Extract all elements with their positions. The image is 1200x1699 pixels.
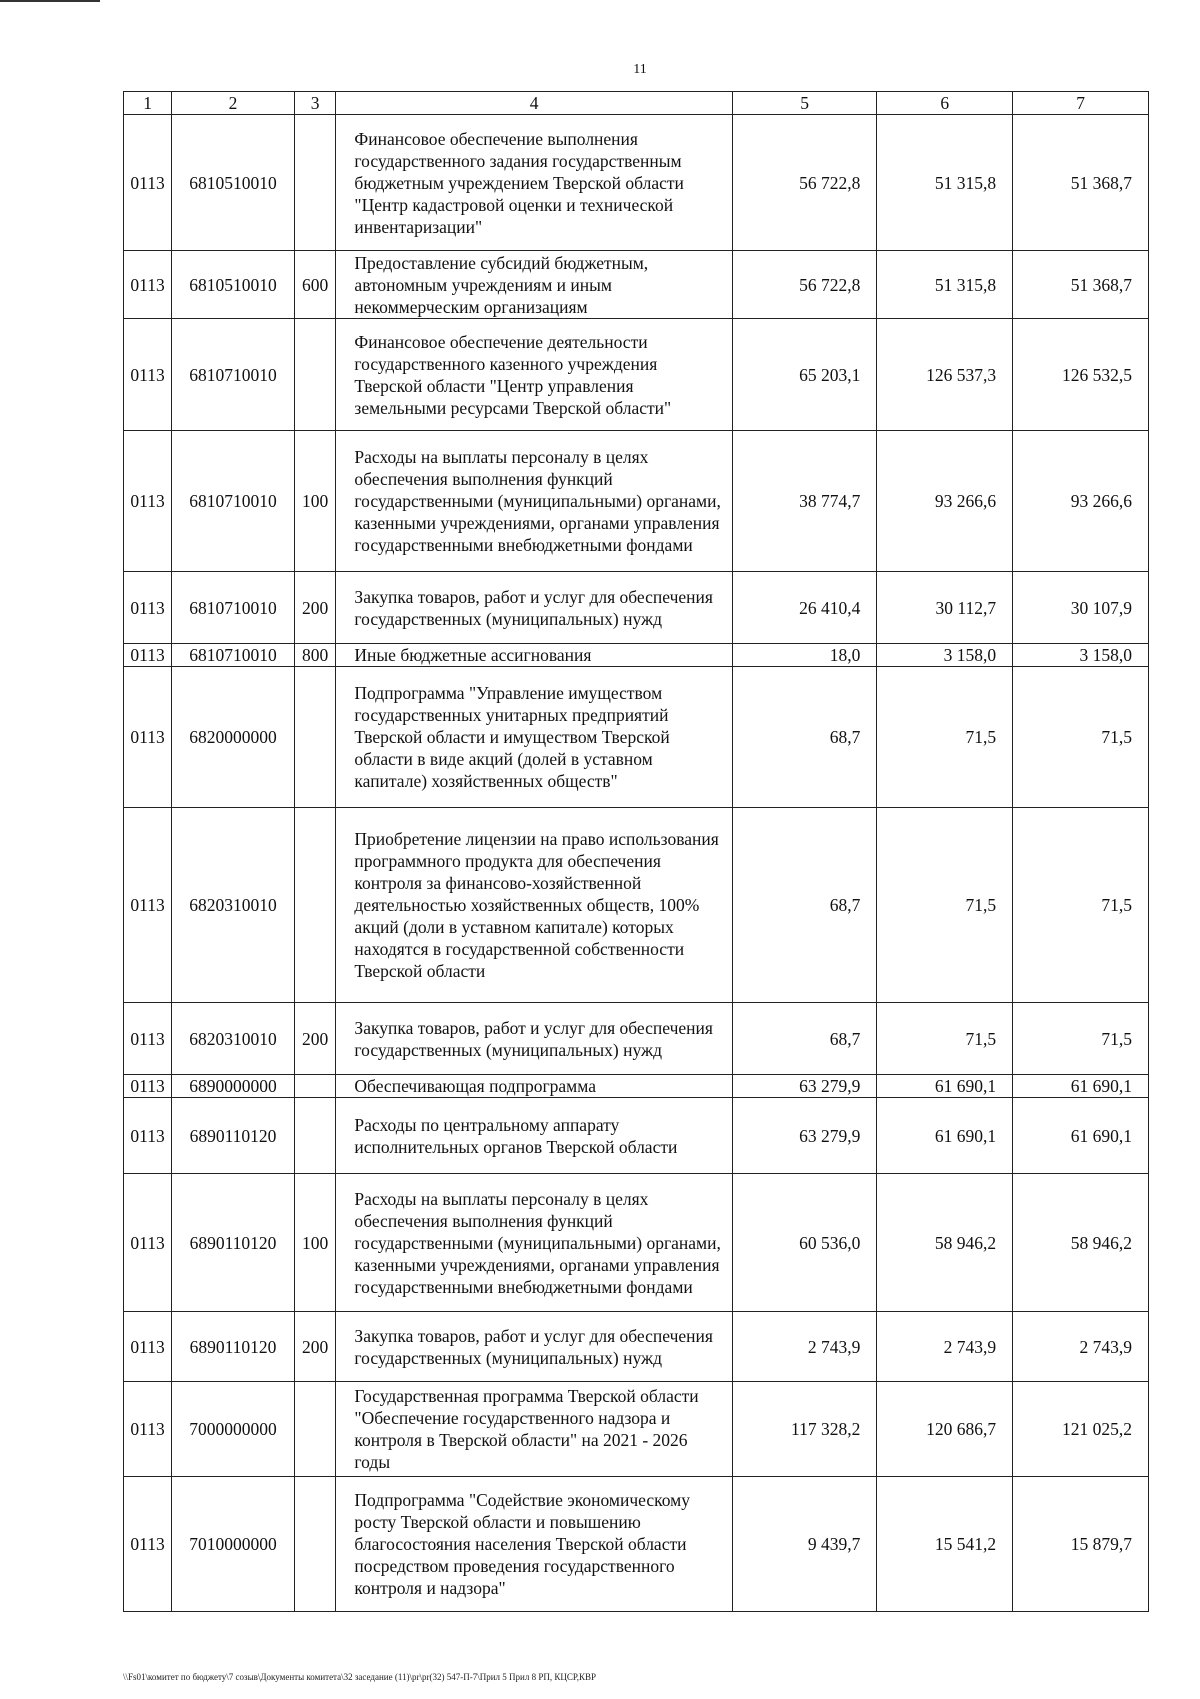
expense-type-code: 100 bbox=[294, 431, 336, 572]
table-row bbox=[124, 667, 1149, 808]
item-name: Иные бюджетные ассигнования bbox=[336, 644, 732, 667]
amount-col-6: 126 537,3 bbox=[877, 319, 1013, 431]
amount-col-6: 71,5 bbox=[877, 808, 1013, 1003]
amount-col-5: 63 279,9 bbox=[732, 1098, 877, 1174]
table-row bbox=[124, 1075, 1149, 1098]
amount-col-7: 51 368,7 bbox=[1013, 115, 1149, 251]
target-article-code: 7000000000 bbox=[172, 1382, 295, 1477]
amount-col-5: 117 328,2 bbox=[732, 1382, 877, 1477]
section-code: 0113 bbox=[124, 808, 172, 1003]
target-article-code: 6820310010 bbox=[172, 1003, 295, 1075]
file-path-footer: \\Fs01\комитет по бюджету\7 созыв\Документы комитета\32 заседание (11)\pr\pr(32) 547-П-7\Прил 5 Прил 8 РП, КЦСР,КВР bbox=[123, 1672, 596, 1682]
target-article-code: 6890110120 bbox=[172, 1312, 295, 1382]
amount-col-5: 56 722,8 bbox=[732, 251, 877, 319]
section-code: 0113 bbox=[124, 115, 172, 251]
amount-col-7: 121 025,2 bbox=[1013, 1382, 1149, 1477]
item-name: Финансовое обеспечение выполнения государственного задания государственным бюджетным учреждением Тверской области "Центр кадастровой оценки и технической инвентаризации" bbox=[336, 115, 732, 251]
header-col-7: 7 bbox=[1013, 92, 1149, 115]
expense-type-code bbox=[294, 1075, 336, 1098]
expense-type-code: 800 bbox=[294, 644, 336, 667]
amount-col-5: 63 279,9 bbox=[732, 1075, 877, 1098]
item-name: Расходы на выплаты персоналу в целях обеспечения выполнения функций государственными (муниципальными) органами, казенными учреждениями, органами управления государственными внебюджетными фондами bbox=[336, 431, 732, 572]
item-name: Государственная программа Тверской области "Обеспечение государственного надзора и контроля в Тверской области" на 2021 - 2026 годы bbox=[336, 1382, 732, 1477]
section-code: 0113 bbox=[124, 319, 172, 431]
amount-col-7: 61 690,1 bbox=[1013, 1098, 1149, 1174]
amount-col-6: 3 158,0 bbox=[877, 644, 1013, 667]
amount-col-5: 56 722,8 bbox=[732, 115, 877, 251]
expense-type-code bbox=[294, 808, 336, 1003]
section-code: 0113 bbox=[124, 431, 172, 572]
amount-col-6: 61 690,1 bbox=[877, 1075, 1013, 1098]
amount-col-7: 15 879,7 bbox=[1013, 1477, 1149, 1612]
item-name: Предоставление субсидий бюджетным, автономным учреждениям и иным некоммерческим организациям bbox=[336, 251, 732, 319]
table-row bbox=[124, 644, 1149, 667]
target-article-code: 6810710010 bbox=[172, 644, 295, 667]
expense-type-code: 200 bbox=[294, 572, 336, 644]
target-article-code: 6810710010 bbox=[172, 319, 295, 431]
item-name: Приобретение лицензии на право использования программного продукта для обеспечения контроля за финансово-хозяйственной деятельностью хозяйственных обществ, 100% акций (доли в уставном капитале) которых находятся в государственной собственности Тверской области bbox=[336, 808, 732, 1003]
section-code: 0113 bbox=[124, 667, 172, 808]
amount-col-6: 93 266,6 bbox=[877, 431, 1013, 572]
amount-col-7: 2 743,9 bbox=[1013, 1312, 1149, 1382]
amount-col-6: 51 315,8 bbox=[877, 251, 1013, 319]
section-code: 0113 bbox=[124, 1312, 172, 1382]
amount-col-5: 60 536,0 bbox=[732, 1174, 877, 1312]
header-col-6: 6 bbox=[877, 92, 1013, 115]
expense-type-code bbox=[294, 115, 336, 251]
table-row bbox=[124, 431, 1149, 572]
page-number: 11 bbox=[633, 62, 647, 77]
table-row bbox=[124, 115, 1149, 251]
section-code: 0113 bbox=[124, 1098, 172, 1174]
header-row bbox=[124, 92, 1149, 115]
expense-type-code bbox=[294, 667, 336, 808]
amount-col-6: 71,5 bbox=[877, 667, 1013, 808]
amount-col-6: 71,5 bbox=[877, 1003, 1013, 1075]
amount-col-7: 71,5 bbox=[1013, 1003, 1149, 1075]
section-code: 0113 bbox=[124, 644, 172, 667]
amount-col-7: 126 532,5 bbox=[1013, 319, 1149, 431]
table-row bbox=[124, 572, 1149, 644]
table-row bbox=[124, 251, 1149, 319]
expense-type-code: 600 bbox=[294, 251, 336, 319]
scan-edge-mark bbox=[0, 0, 100, 2]
budget-table bbox=[123, 91, 1149, 1612]
expense-type-code: 200 bbox=[294, 1003, 336, 1075]
amount-col-7: 93 266,6 bbox=[1013, 431, 1149, 572]
header-col-2: 2 bbox=[172, 92, 295, 115]
table-row bbox=[124, 808, 1149, 1003]
target-article-code: 6810510010 bbox=[172, 251, 295, 319]
section-code: 0113 bbox=[124, 251, 172, 319]
amount-col-7: 3 158,0 bbox=[1013, 644, 1149, 667]
target-article-code: 6810710010 bbox=[172, 572, 295, 644]
amount-col-7: 71,5 bbox=[1013, 667, 1149, 808]
amount-col-6: 58 946,2 bbox=[877, 1174, 1013, 1312]
target-article-code: 7010000000 bbox=[172, 1477, 295, 1612]
table-row bbox=[124, 1003, 1149, 1075]
item-name: Закупка товаров, работ и услуг для обеспечения государственных (муниципальных) нужд bbox=[336, 572, 732, 644]
expense-type-code bbox=[294, 1477, 336, 1612]
table-row bbox=[124, 1382, 1149, 1477]
expense-type-code bbox=[294, 319, 336, 431]
item-name: Подпрограмма "Управление имуществом государственных унитарных предприятий Тверской области и имуществом Тверской области в виде акций (долей в уставном капитале) хозяйственных обществ" bbox=[336, 667, 732, 808]
amount-col-7: 30 107,9 bbox=[1013, 572, 1149, 644]
amount-col-6: 2 743,9 bbox=[877, 1312, 1013, 1382]
amount-col-5: 38 774,7 bbox=[732, 431, 877, 572]
amount-col-7: 71,5 bbox=[1013, 808, 1149, 1003]
table-row bbox=[124, 1312, 1149, 1382]
header-col-3: 3 bbox=[294, 92, 336, 115]
section-code: 0113 bbox=[124, 1477, 172, 1612]
header-col-5: 5 bbox=[732, 92, 877, 115]
table-row bbox=[124, 1477, 1149, 1612]
target-article-code: 6890000000 bbox=[172, 1075, 295, 1098]
expense-type-code bbox=[294, 1098, 336, 1174]
amount-col-6: 51 315,8 bbox=[877, 115, 1013, 251]
item-name: Обеспечивающая подпрограмма bbox=[336, 1075, 732, 1098]
target-article-code: 6890110120 bbox=[172, 1098, 295, 1174]
header-col-4: 4 bbox=[336, 92, 732, 115]
target-article-code: 6890110120 bbox=[172, 1174, 295, 1312]
expense-type-code: 200 bbox=[294, 1312, 336, 1382]
amount-col-5: 2 743,9 bbox=[732, 1312, 877, 1382]
amount-col-7: 61 690,1 bbox=[1013, 1075, 1149, 1098]
table-row bbox=[124, 1174, 1149, 1312]
item-name: Финансовое обеспечение деятельности государственного казенного учреждения Тверской области "Центр управления земельными ресурсами Тверской области" bbox=[336, 319, 732, 431]
amount-col-5: 68,7 bbox=[732, 808, 877, 1003]
amount-col-6: 15 541,2 bbox=[877, 1477, 1013, 1612]
expense-type-code: 100 bbox=[294, 1174, 336, 1312]
item-name: Закупка товаров, работ и услуг для обеспечения государственных (муниципальных) нужд bbox=[336, 1312, 732, 1382]
target-article-code: 6820310010 bbox=[172, 808, 295, 1003]
section-code: 0113 bbox=[124, 572, 172, 644]
item-name: Расходы по центральному аппарату исполнительных органов Тверской области bbox=[336, 1098, 732, 1174]
section-code: 0113 bbox=[124, 1003, 172, 1075]
amount-col-5: 26 410,4 bbox=[732, 572, 877, 644]
amount-col-5: 68,7 bbox=[732, 667, 877, 808]
item-name: Подпрограмма "Содействие экономическому росту Тверской области и повышению благосостояния населения Тверской области посредством проведения государственного контроля и надзора" bbox=[336, 1477, 732, 1612]
amount-col-6: 30 112,7 bbox=[877, 572, 1013, 644]
target-article-code: 6810510010 bbox=[172, 115, 295, 251]
section-code: 0113 bbox=[124, 1174, 172, 1312]
target-article-code: 6820000000 bbox=[172, 667, 295, 808]
table-row bbox=[124, 319, 1149, 431]
section-code: 0113 bbox=[124, 1075, 172, 1098]
amount-col-7: 51 368,7 bbox=[1013, 251, 1149, 319]
amount-col-5: 65 203,1 bbox=[732, 319, 877, 431]
amount-col-5: 9 439,7 bbox=[732, 1477, 877, 1612]
amount-col-5: 18,0 bbox=[732, 644, 877, 667]
amount-col-5: 68,7 bbox=[732, 1003, 877, 1075]
expense-type-code bbox=[294, 1382, 336, 1477]
amount-col-7: 58 946,2 bbox=[1013, 1174, 1149, 1312]
header-col-1: 1 bbox=[124, 92, 172, 115]
item-name: Расходы на выплаты персоналу в целях обеспечения выполнения функций государственными (муниципальными) органами, казенными учреждениями, органами управления государственными внебюджетными фондами bbox=[336, 1174, 732, 1312]
amount-col-6: 120 686,7 bbox=[877, 1382, 1013, 1477]
section-code: 0113 bbox=[124, 1382, 172, 1477]
item-name: Закупка товаров, работ и услуг для обеспечения государственных (муниципальных) нужд bbox=[336, 1003, 732, 1075]
target-article-code: 6810710010 bbox=[172, 431, 295, 572]
table-row bbox=[124, 1098, 1149, 1174]
amount-col-6: 61 690,1 bbox=[877, 1098, 1013, 1174]
